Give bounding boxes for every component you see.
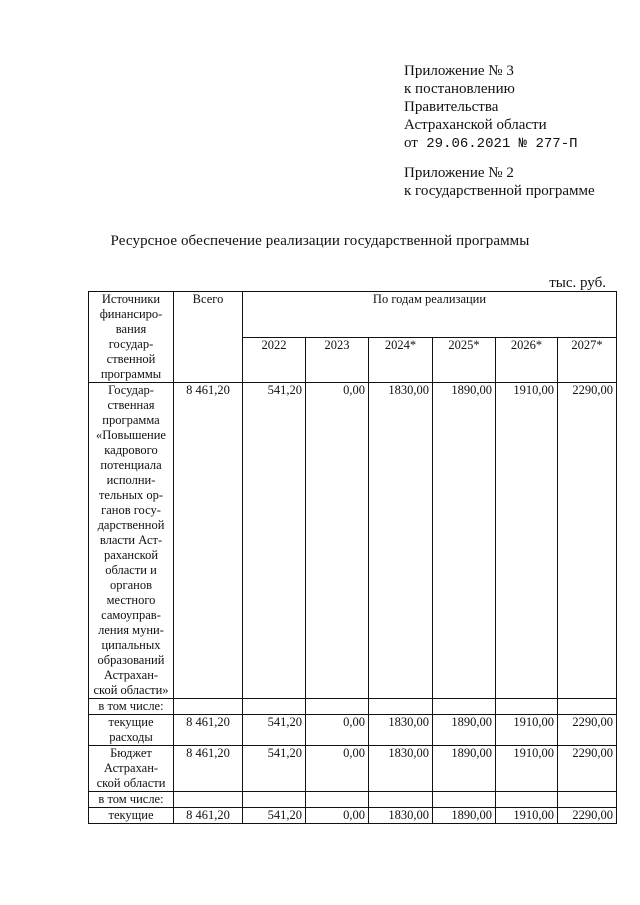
header-by-years: По годам реализации [243,292,617,338]
row-label: Бюджет Астрахан-ской области [89,746,174,792]
row-value: 1890,00 [433,383,496,699]
row-value: 1910,00 [496,383,558,699]
row-value [433,792,496,808]
table-row [89,383,617,699]
appendix-line: Приложение № 3 [404,63,514,79]
row-label: текущие [89,808,174,824]
header-year: 2023 [306,337,369,383]
row-value: 1830,00 [369,808,433,824]
table-row [89,746,617,792]
row-label: в том числе: [89,792,174,808]
header-year: 2027* [558,337,617,383]
table-header-row [89,292,617,338]
row-value: 1830,00 [369,746,433,792]
row-value: 0,00 [306,808,369,824]
row-total: 8 461,20 [174,383,243,699]
row-value: 1890,00 [433,715,496,746]
header-total: Всего [174,292,243,383]
row-value: 541,20 [243,715,306,746]
row-value [243,792,306,808]
table-row [89,699,617,715]
row-total [174,699,243,715]
row-value [496,699,558,715]
row-total [174,792,243,808]
table-row [89,715,617,746]
row-value: 1890,00 [433,808,496,824]
row-label: Государ-ственная программа «Повышение кадрового потенциала исполни-тельных ор-ганов госу-дарственной власти Аст-раханской области и органов местного самоуправ-ления муни-ципальных образований Астрахан-ской области» [89,383,174,699]
resource-table [88,291,617,824]
row-value: 2290,00 [558,715,617,746]
row-value [496,792,558,808]
row-label: в том числе: [89,699,174,715]
table-row [89,792,617,808]
row-value: 0,00 [306,746,369,792]
row-value: 1830,00 [369,383,433,699]
header-year: 2025* [433,337,496,383]
appendix-line: к постановлению [404,81,515,97]
row-value [369,699,433,715]
header-source: Источники финансиро-вания государ-ственной программы [89,292,174,383]
row-value [243,699,306,715]
decree-date-line [404,134,578,153]
row-value: 541,20 [243,808,306,824]
decree-date-number: 29.06.2021 № 277-П [426,136,578,152]
row-value [306,699,369,715]
row-value: 2290,00 [558,383,617,699]
row-value: 1910,00 [496,808,558,824]
row-value [558,792,617,808]
row-value: 2290,00 [558,746,617,792]
row-total: 8 461,20 [174,746,243,792]
appendix-2-block [404,164,595,200]
row-value: 1830,00 [369,715,433,746]
row-value [558,699,617,715]
row-value [369,792,433,808]
table-row [89,808,617,824]
row-total: 8 461,20 [174,808,243,824]
row-value [306,792,369,808]
document-title: Ресурсное обеспечение реализации государственной программы [110,233,530,249]
appendix-line: Астраханской области [404,117,547,133]
units-label: тыс. руб. [549,275,606,291]
row-label: текущие расходы [89,715,174,746]
appendix2-line: Приложение № 2 [404,165,514,181]
row-value: 541,20 [243,383,306,699]
row-value: 0,00 [306,383,369,699]
row-value: 1910,00 [496,746,558,792]
row-value: 1890,00 [433,746,496,792]
row-value: 541,20 [243,746,306,792]
appendix-line: Правительства [404,99,499,115]
row-value: 0,00 [306,715,369,746]
appendix-3-block [404,62,578,153]
row-value: 2290,00 [558,808,617,824]
row-total: 8 461,20 [174,715,243,746]
row-value: 1910,00 [496,715,558,746]
header-year: 2024* [369,337,433,383]
row-value [433,699,496,715]
header-year: 2026* [496,337,558,383]
header-year: 2022 [243,337,306,383]
date-label: от [404,135,418,151]
appendix2-line: к государственной программе [404,183,595,199]
